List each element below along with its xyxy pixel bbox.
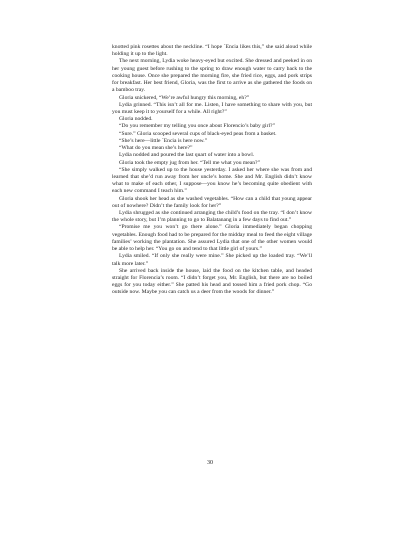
paragraph: Lydia smiled. “If only she really were mine.” She picked up the loaded tray. “We’ll talk more later.” (112, 253, 312, 267)
paragraph: “What do you mean she’s here?” (119, 145, 193, 152)
body-text (112, 44, 312, 297)
paragraph: knotted pink rosettes about the neckline. “I hope ´Encia likes this,” she said aloud while holding it up to the light. (112, 44, 312, 58)
paragraph: “Sure.” Gloria scooped several cups of black-eyed peas from a basket. (119, 130, 277, 137)
paragraph: Lydia nodded and poured the last quart of water into a bowl. (119, 152, 255, 159)
paragraph: “Promise me you won’t go there alone.” Gloria immediately began chopping vegetables. Enough food had to be prepared for the midday meal to feed the eight village families’ working the plantation. She assured Lydia that one of the other women would be able to help her. “You go on and tend to that little girl of yours.” (112, 224, 312, 253)
paragraph: Gloria shook her head as she washed vegetables. “How can a child that young appear out of nowhere? Didn’t the family look for her?” (112, 195, 312, 209)
paragraph: “Do you remember my telling you once about Florencio’s baby girl?” (119, 123, 275, 130)
paragraph: Gloria snickered, “We’re awful hungry this morning, eh?” (119, 94, 250, 101)
paragraph: “She simply walked up to the house yesterday. I asked her where she was from and learned that she’d run away from her uncle’s home. She and Mr. English didn’t know what to make of each other, I suppose—you know he’s becoming quite obedient with each new command I teach him.” (112, 166, 312, 195)
paragraph: Lydia shrugged as she continued arranging the child’s food on the tray. “I don’t know the whole story, but I’m planning to go to Balatanang in a few days to find out.” (112, 210, 312, 224)
page-number: 30 (207, 460, 213, 466)
paragraph: Lydia grinned. “This isn’t all for me. Listen, I have something to share with you, but you must keep it to yourself for a while. All right?” (112, 101, 312, 115)
paragraph: “She’s here—little ´Encia is here now.” (119, 137, 208, 144)
paragraph: The next morning, Lydia woke heavy-eyed but excited. She dressed and peeked in on her young guest before rushing to the spring to draw enough water to carry back to the cooking house. Once she prepared the morning fire, she fried rice, eggs, and pork strips for breakfast. Her best friend, Gloria, was the first to arrive as she gathered the foods on a bamboo tray. (112, 58, 312, 94)
paragraph: She arrived back inside the house, laid the food on the kitchen table, and headed straight for Florencia’s room. “I didn’t forget you, Mr. English, but there are no boiled eggs for you today either.” She patted his head and tossed him a fried pork chop. “Go outside now. Maybe you can catch us a deer from the woods for dinner.” (112, 267, 312, 296)
paragraph: Gloria nodded. (119, 116, 153, 123)
paragraph: Gloria took the empty jug from her. “Tell me what you mean?” (119, 159, 260, 166)
